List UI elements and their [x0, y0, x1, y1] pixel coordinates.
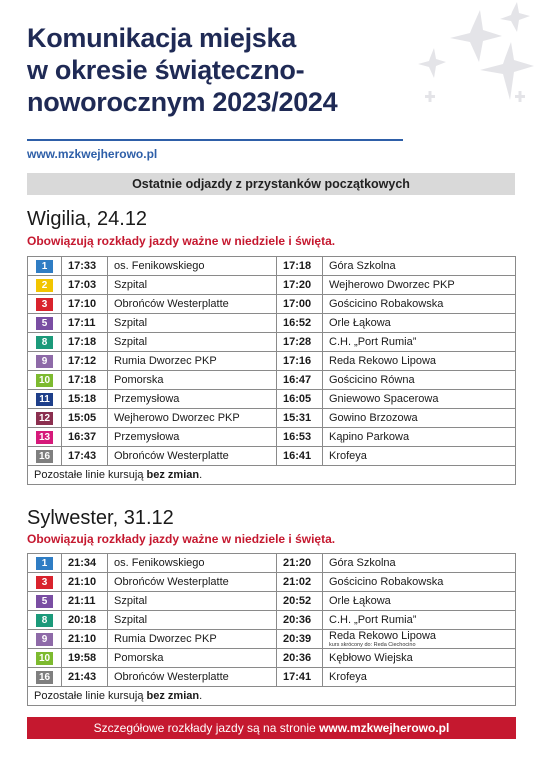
footnote-end: .: [199, 690, 203, 702]
departure-time-return: 17:00: [277, 295, 323, 314]
stop-name: Góra Szkolna: [329, 260, 396, 272]
start-stop: Pomorska: [108, 371, 277, 390]
return-stop-cell: [323, 668, 516, 687]
line-badge: 5: [36, 595, 53, 608]
line-cell: [28, 592, 62, 611]
stop-name: Reda Rekowo Lipowa: [329, 355, 437, 367]
footer-bar: [27, 717, 516, 739]
start-stop: Rumia Dworzec PKP: [108, 630, 277, 649]
footer-text: Szczegółowe rozkłady jazdy są na stronie: [93, 721, 320, 735]
line-cell: [28, 649, 62, 668]
line-cell: [28, 409, 62, 428]
return-stop-cell: [323, 611, 516, 630]
line-badge: 1: [36, 557, 53, 570]
departure-time-return: 16:47: [277, 371, 323, 390]
stop-name: C.H. „Port Rumia”: [329, 336, 417, 348]
wigilia-note: Obowiązują rozkłady jazdy ważne w niedziele i święta.: [27, 234, 336, 248]
table-row: [28, 333, 516, 352]
line-cell: [28, 295, 62, 314]
line-cell: [28, 314, 62, 333]
line-cell: [28, 333, 62, 352]
table-row: [28, 554, 516, 573]
line-cell: [28, 447, 62, 466]
return-stop-cell: [323, 428, 516, 447]
return-stop-cell: [323, 592, 516, 611]
stop-name: Gniewowo Spacerowa: [329, 393, 439, 405]
return-stop-cell: [323, 554, 516, 573]
departure-time: 21:34: [62, 554, 108, 573]
stop-name: Gościcino Robakowska: [329, 298, 444, 310]
departure-time: 16:37: [62, 428, 108, 447]
stop-name: Kąpino Parkowa: [329, 431, 410, 443]
table-row: [28, 447, 516, 466]
stop-name: Kębłowo Wiejska: [329, 652, 413, 664]
departure-time-return: 16:53: [277, 428, 323, 447]
title-line-2: w okresie świąteczno-: [27, 55, 305, 85]
departure-time-return: 21:02: [277, 573, 323, 592]
title-line-1: Komunikacja miejska: [27, 23, 296, 53]
line-cell: [28, 276, 62, 295]
departure-time: 20:18: [62, 611, 108, 630]
departure-time: 17:12: [62, 352, 108, 371]
return-stop-cell: [323, 573, 516, 592]
departure-time: 21:10: [62, 573, 108, 592]
stop-subnote: kurs skrócony do: Reda Ciechocino: [329, 641, 416, 648]
line-badge: 16: [36, 450, 53, 463]
start-stop: os. Fenikowskiego: [108, 554, 277, 573]
departure-time-return: 20:39: [277, 630, 323, 649]
departure-time: 17:43: [62, 447, 108, 466]
line-badge: 12: [36, 412, 53, 425]
departure-time: 17:03: [62, 276, 108, 295]
start-stop: os. Fenikowskiego: [108, 257, 277, 276]
return-stop-cell: [323, 257, 516, 276]
table-row: [28, 257, 516, 276]
sylwester-table: [27, 553, 516, 706]
footer-link[interactable]: www.mzkwejherowo.pl: [319, 721, 450, 735]
start-stop: Wejherowo Dworzec PKP: [108, 409, 277, 428]
departure-time: 17:18: [62, 371, 108, 390]
line-badge: 8: [36, 614, 53, 627]
line-badge: 2: [36, 279, 53, 292]
line-cell: [28, 371, 62, 390]
departure-time: 17:10: [62, 295, 108, 314]
departure-time-return: 17:20: [277, 276, 323, 295]
line-badge: 9: [36, 633, 53, 646]
return-stop-cell: [323, 352, 516, 371]
line-badge: 10: [36, 374, 53, 387]
departure-time-return: 21:20: [277, 554, 323, 573]
line-badge: 9: [36, 355, 53, 368]
return-stop-cell: [323, 295, 516, 314]
table-row: [28, 428, 516, 447]
departure-time-return: 20:36: [277, 611, 323, 630]
table-row: [28, 371, 516, 390]
line-badge: 5: [36, 317, 53, 330]
stop-name: Gościcino Równa: [329, 374, 415, 386]
line-cell: [28, 390, 62, 409]
table-row: [28, 390, 516, 409]
start-stop: Przemysłowa: [108, 390, 277, 409]
table-row: [28, 611, 516, 630]
stop-name: Wejherowo Dworzec PKP: [329, 279, 455, 291]
website-link[interactable]: www.mzkwejherowo.pl: [27, 147, 158, 161]
return-stop-cell: [323, 409, 516, 428]
wigilia-title: Wigilia, 24.12: [27, 208, 148, 230]
line-badge: 8: [36, 336, 53, 349]
start-stop: Szpital: [108, 592, 277, 611]
return-stop-cell: [323, 371, 516, 390]
stop-name: C.H. „Port Rumia”: [329, 614, 417, 626]
stars-decoration-icon: [410, 0, 543, 120]
line-cell: [28, 611, 62, 630]
sylwester-note: Obowiązują rozkłady jazdy ważne w niedziele i święta.: [27, 532, 336, 546]
start-stop: Szpital: [108, 276, 277, 295]
departure-time-return: 20:36: [277, 649, 323, 668]
line-badge: 10: [36, 652, 53, 665]
start-stop: Rumia Dworzec PKP: [108, 352, 277, 371]
departure-time-return: 16:41: [277, 447, 323, 466]
footnote-end: .: [199, 469, 203, 481]
return-stop-cell: [323, 447, 516, 466]
wigilia-table: [27, 256, 516, 485]
start-stop: Obrońców Westerplatte: [108, 668, 277, 687]
line-cell: [28, 554, 62, 573]
line-cell: [28, 630, 62, 649]
start-stop: Obrońców Westerplatte: [108, 447, 277, 466]
table-footnote-row: [28, 466, 516, 485]
line-badge: 13: [36, 431, 53, 444]
start-stop: Szpital: [108, 314, 277, 333]
line-badge: 16: [36, 671, 53, 684]
departure-time-return: 17:16: [277, 352, 323, 371]
table-row: [28, 630, 516, 649]
return-stop-cell: [323, 276, 516, 295]
title-underline: [27, 139, 403, 141]
departure-time: 17:18: [62, 333, 108, 352]
return-stop-cell: [323, 649, 516, 668]
table-footnote: [28, 466, 516, 485]
start-stop: Obrońców Westerplatte: [108, 295, 277, 314]
section-band: Ostatnie odjazdy z przystanków początkowych: [27, 173, 515, 195]
table-row: [28, 409, 516, 428]
table-footnote-row: [28, 687, 516, 706]
footnote-bold: bez zmian: [146, 469, 200, 481]
stop-name: Krofeya: [329, 450, 367, 462]
departure-time-return: 17:18: [277, 257, 323, 276]
footnote-bold: bez zmian: [146, 690, 200, 702]
start-stop: Szpital: [108, 333, 277, 352]
return-stop-cell: [323, 333, 516, 352]
footnote-text: Pozostałe linie kursują: [34, 469, 147, 481]
return-stop-cell: [323, 630, 516, 649]
departure-time: 21:11: [62, 592, 108, 611]
stop-name: Orle Łąkowa: [329, 317, 391, 329]
page-title: [27, 22, 397, 118]
departure-time-return: 17:41: [277, 668, 323, 687]
start-stop: Przemysłowa: [108, 428, 277, 447]
table-row: [28, 352, 516, 371]
table-row: [28, 295, 516, 314]
table-row: [28, 668, 516, 687]
departure-time-return: 16:05: [277, 390, 323, 409]
start-stop: Szpital: [108, 611, 277, 630]
line-badge: 1: [36, 260, 53, 273]
departure-time: 15:05: [62, 409, 108, 428]
title-line-3: noworocznym 2023/2024: [27, 87, 338, 117]
departure-time-return: 20:52: [277, 592, 323, 611]
sylwester-title: Sylwester, 31.12: [27, 507, 174, 529]
departure-time: 15:18: [62, 390, 108, 409]
table-row: [28, 573, 516, 592]
line-badge: 3: [36, 298, 53, 311]
line-badge: 11: [36, 393, 53, 406]
line-cell: [28, 573, 62, 592]
table-row: [28, 276, 516, 295]
stop-name: Gowino Brzozowa: [329, 412, 418, 424]
line-cell: [28, 257, 62, 276]
line-badge: 3: [36, 576, 53, 589]
departure-time: 19:58: [62, 649, 108, 668]
line-cell: [28, 428, 62, 447]
departure-time: 21:10: [62, 630, 108, 649]
departure-time-return: 15:31: [277, 409, 323, 428]
table-row: [28, 314, 516, 333]
line-cell: [28, 352, 62, 371]
line-cell: [28, 668, 62, 687]
departure-time: 17:11: [62, 314, 108, 333]
start-stop: Pomorska: [108, 649, 277, 668]
departure-time-return: 16:52: [277, 314, 323, 333]
departure-time-return: 17:28: [277, 333, 323, 352]
departure-time: 17:33: [62, 257, 108, 276]
stop-name: Góra Szkolna: [329, 557, 396, 569]
return-stop-cell: [323, 314, 516, 333]
table-footnote: [28, 687, 516, 706]
start-stop: Obrońców Westerplatte: [108, 573, 277, 592]
departure-time: 21:43: [62, 668, 108, 687]
return-stop-cell: [323, 390, 516, 409]
table-row: [28, 649, 516, 668]
stop-name: Krofeya: [329, 671, 367, 683]
table-row: [28, 592, 516, 611]
stop-name: Orle Łąkowa: [329, 595, 391, 607]
stop-name: Gościcino Robakowska: [329, 576, 444, 588]
stop-name: Reda Rekowo Lipowa: [329, 629, 437, 642]
footnote-text: Pozostałe linie kursują: [34, 690, 147, 702]
